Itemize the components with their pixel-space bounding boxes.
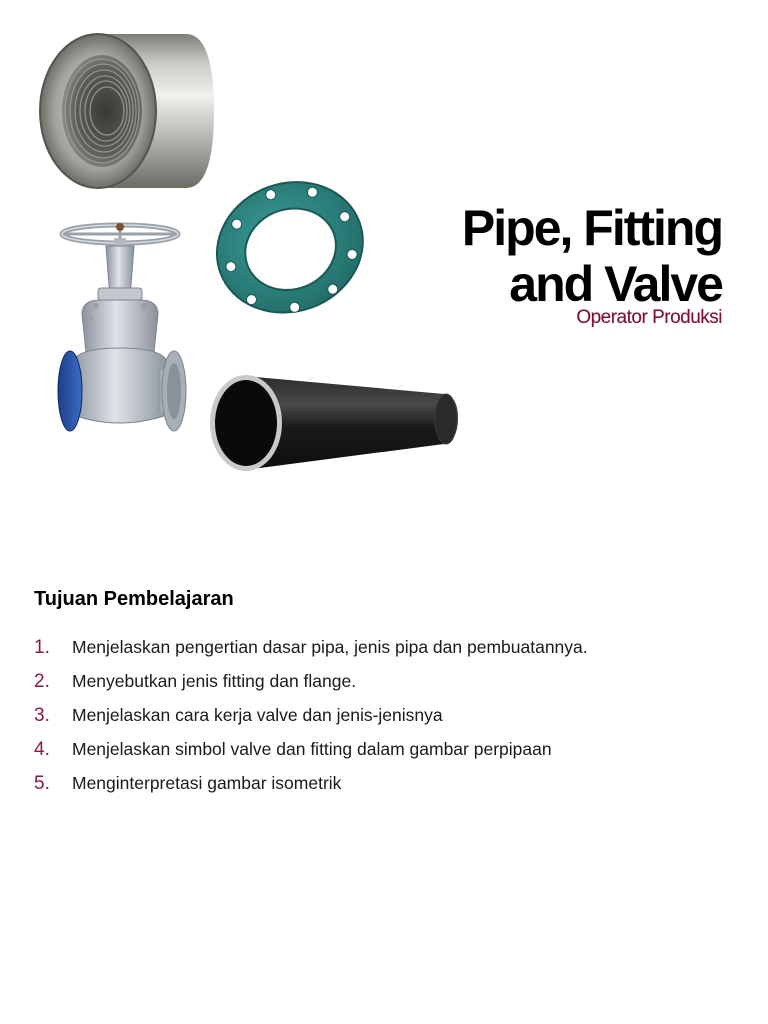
list-item	[34, 773, 734, 807]
list-item-text: Menjelaskan pengertian dasar pipa, jenis pipa dan pembuatannya.	[72, 637, 588, 657]
subtitle: Operator Produksi	[576, 307, 722, 328]
list-item-number: 2.	[34, 671, 50, 692]
list-item-number: 5.	[34, 773, 50, 794]
list-item-text: Menjelaskan cara kerja valve dan jenis-jenisnya	[72, 705, 443, 725]
list-item-text: Menjelaskan simbol valve dan fitting dalam gambar perpipaan	[72, 739, 552, 759]
list-item-number: 1.	[34, 637, 50, 658]
title-block	[462, 200, 722, 328]
pipe-coupling-icon	[34, 30, 220, 192]
learning-objectives-section	[34, 588, 734, 807]
list-item	[34, 671, 734, 705]
flange-gasket-icon	[208, 168, 368, 328]
list-item-text: Menginterpretasi gambar isometrik	[72, 773, 342, 793]
gate-valve-icon	[50, 218, 196, 446]
list-item	[34, 637, 734, 671]
list-item-number: 3.	[34, 705, 50, 726]
title-line-1: Pipe, Fitting	[461, 200, 722, 256]
list-item	[34, 705, 734, 739]
list-item-number: 4.	[34, 739, 50, 760]
section-heading: Tujuan Pembelajaran	[34, 588, 234, 610]
list-item	[34, 739, 734, 773]
title-line-2: and Valve	[509, 256, 722, 312]
list-item-text: Menyebutkan jenis fitting dan flange.	[72, 671, 357, 691]
objectives-list	[34, 637, 734, 807]
steel-pipe-icon	[206, 370, 462, 476]
